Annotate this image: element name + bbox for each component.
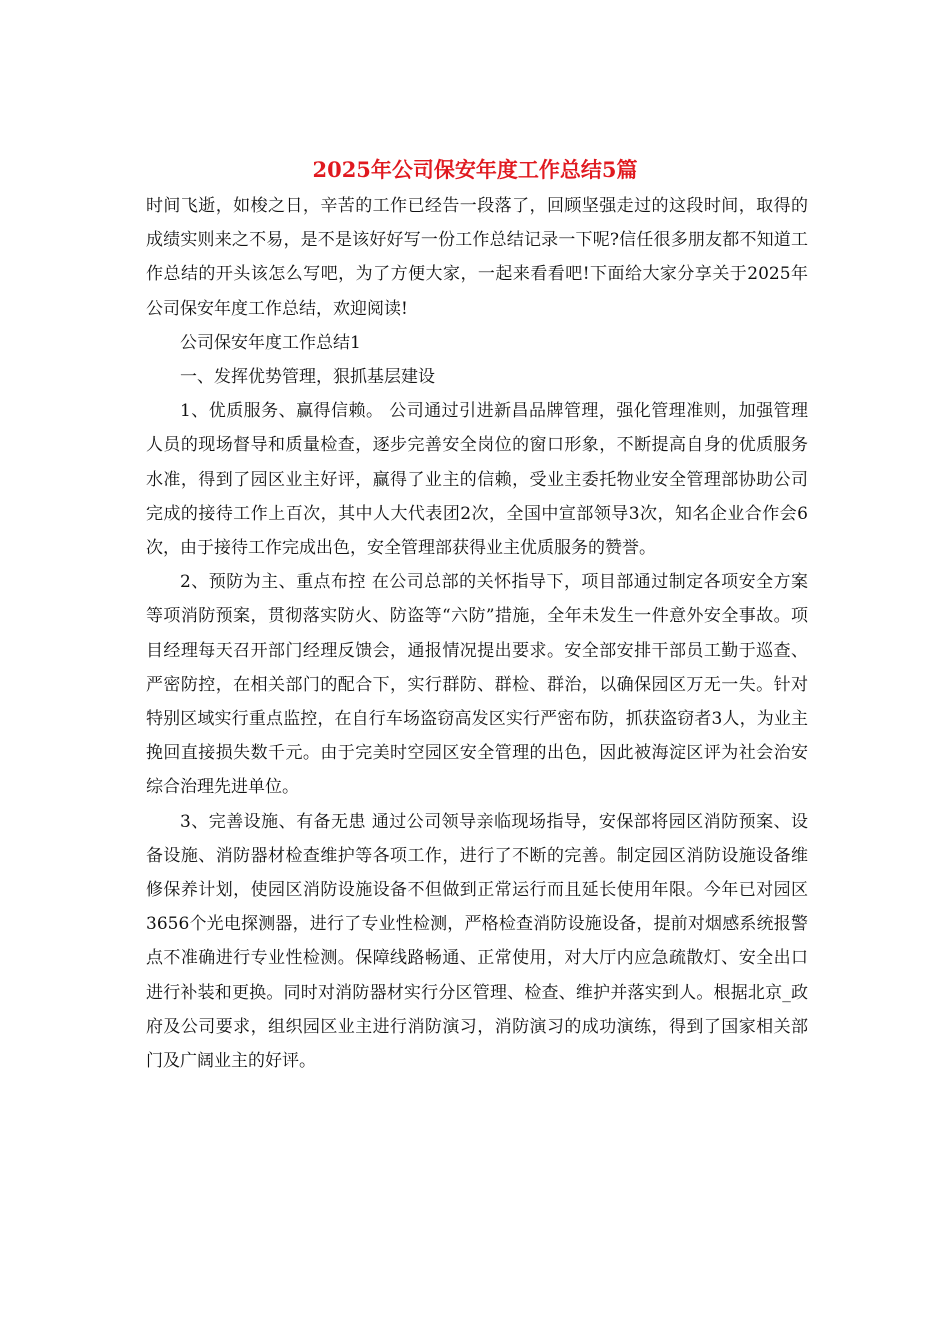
paragraph-item-1: 1、优质服务、赢得信赖。 公司通过引进新昌品牌管理，强化管理准则，加强管理人员的现场督导和质量检查，逐步完善安全岗位的窗口形象，不断提高自身的优质服务水准，得到了园区业主好评，赢得了业主的信赖，受业主委托物业安全管理部协助公司完成的接待工作上百次，其中人大代表团2次，全国中宣部领导3次，知名企业合作会6次，由于接待工作完成出色，安全管理部获得业主优质服务的赞誉。 <box>146 401 808 559</box>
subsection-heading: 一、发挥优势管理，狠抓基层建设 <box>180 367 435 388</box>
section-heading: 公司保安年度工作总结1 <box>180 332 361 353</box>
paragraph-item-3: 3、完善设施、有备无患 通过公司领导亲临现场指导，安保部将园区消防预案、设备设施、消防器材检查维护等各项工作，进行了不断的完善。制定园区消防设施设备维修保养计划，使园区消防设施设备不但做到正常运行而且延长使用年限。今年已对园区3656个光电探测器，进行了专业性检测，严格检查消防设施设备，提前对烟感系统报警点不准确进行专业性检测。保障线路畅通、正常使用，对大厅内应急疏散灯、安全出口进行补装和更换。同时对消防器材实行分区管理、检查、维护并落实到人。根据北京_政府及公司要求，组织园区业主进行消防演习，消防演习的成功演练，得到了国家相关部门及广阔业主的好评。 <box>146 811 808 1072</box>
paragraph-item-2: 2、预防为主、重点布控 在公司总部的关怀指导下，项目部通过制定各项安全方案等项消防预案，贯彻落实防火、防盗等“六防”措施，全年未发生一件意外安全事故。项目经理每天召开部门经理反馈会，通报情况提出要求。安全部安排干部员工勤于巡查、严密防控，在相关部门的配合下，实行群防、群检、群治，以确保园区万无一失。针对特别区域实行重点监控，在自行车场盗窃高发区实行严密布防，抓获盗窃者3人，为业主挽回直接损失数千元。由于完美时空园区安全管理的出色，因此被海淀区评为社会治安综合治理先进单位。 <box>146 572 808 798</box>
paragraph-intro: 时间飞逝，如梭之日，辛苦的工作已经告一段落了，回顾坚强走过的这段时间，取得的成绩实则来之不易，是不是该好好写一份工作总结记录一下呢?信任很多朋友都不知道工作总结的开头该怎么写吧，为了方便大家，一起来看看吧!下面给大家分享关于2025年公司保安年度工作总结，欢迎阅读! <box>146 196 808 319</box>
document-title: 2025年公司保安年度工作总结5篇 <box>312 157 638 182</box>
document-body <box>146 189 808 1078</box>
